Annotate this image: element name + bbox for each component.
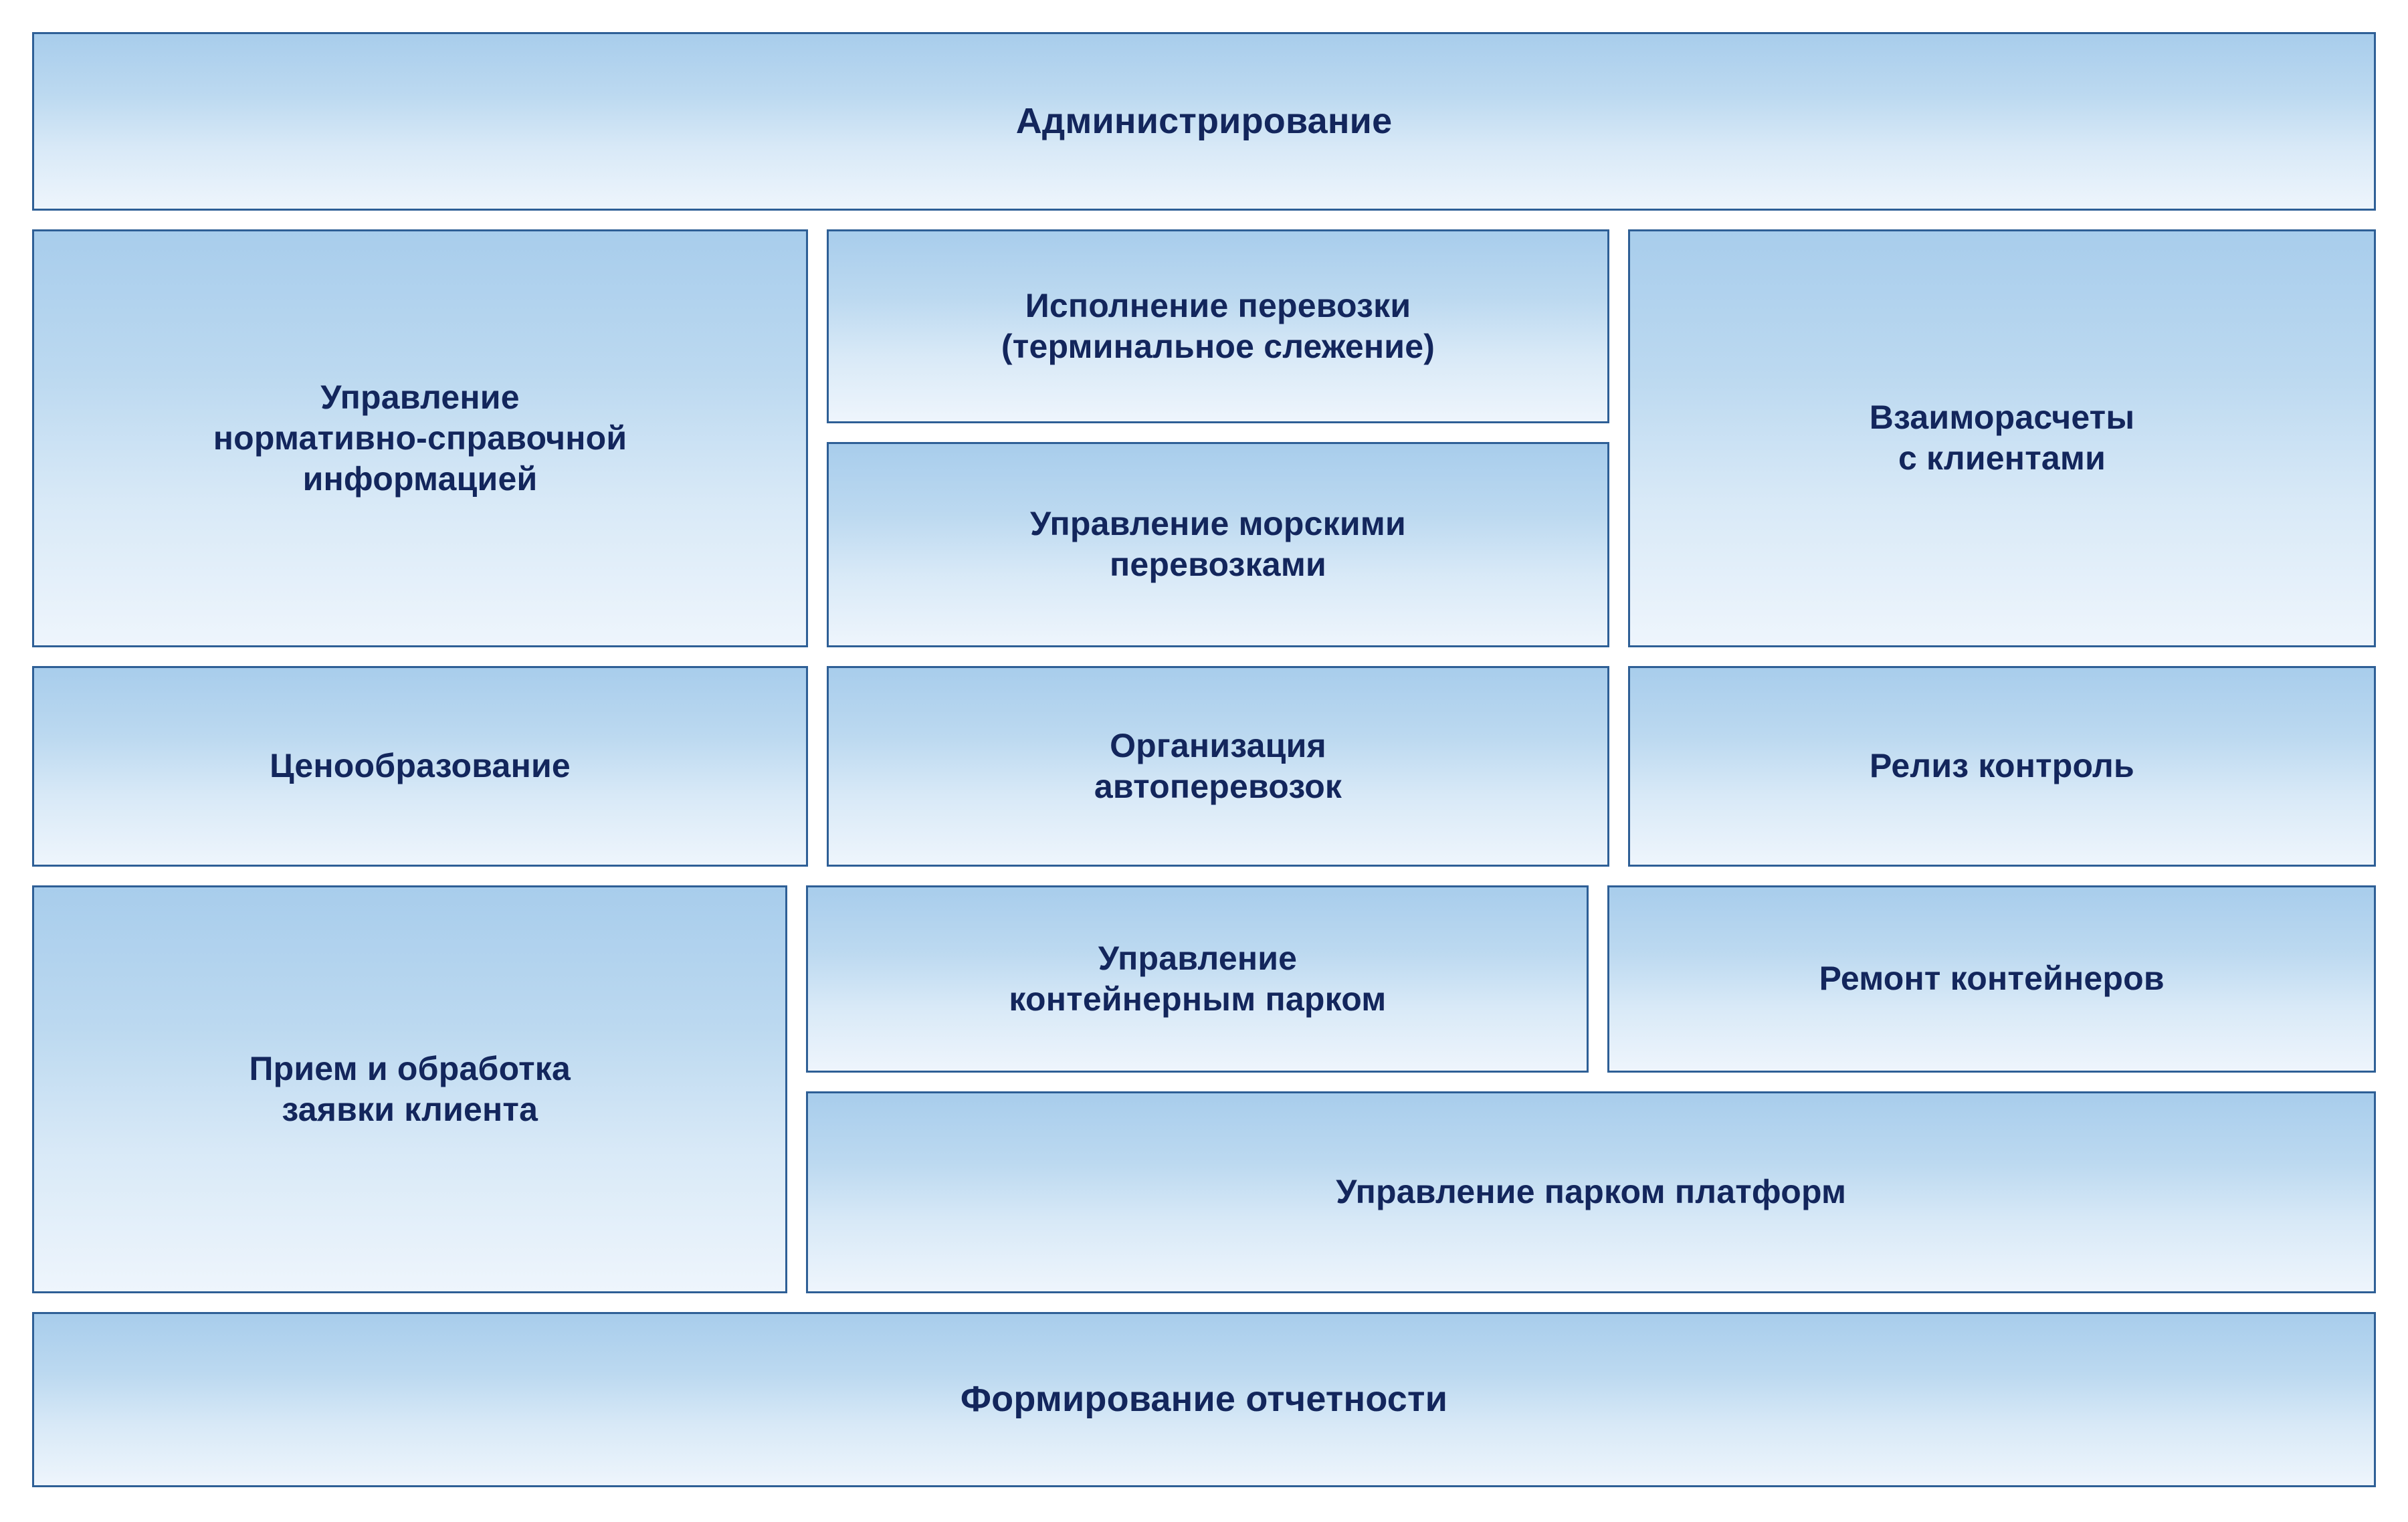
block-pricing: Ценообразование xyxy=(32,666,808,867)
block-sea-transportation-management: Управление морскими перевозками xyxy=(827,442,1609,647)
block-platform-fleet-management: Управление парком платформ xyxy=(806,1091,2376,1293)
block-transportation-execution: Исполнение перевозки (терминальное слежение) xyxy=(827,229,1609,423)
block-client-settlements: Взаиморасчеты с клиентами xyxy=(1628,229,2376,647)
block-reporting: Формирование отчетности xyxy=(32,1312,2376,1487)
diagram-row-2 xyxy=(32,666,2376,867)
diagram-row-1 xyxy=(32,229,2376,647)
diagram-column-right-2 xyxy=(1628,666,2376,867)
block-client-request-processing: Прием и обработка заявки клиента xyxy=(32,885,787,1293)
diagram-column-left-2 xyxy=(32,666,808,867)
diagram-column-left-1 xyxy=(32,229,808,647)
block-reference-data-management: Управление нормативно-справочной информацией xyxy=(32,229,808,647)
block-container-repair: Ремонт контейнеров xyxy=(1607,885,2376,1073)
block-road-transport-organization: Организация автоперевозок xyxy=(827,666,1609,867)
block-container-fleet-management: Управление контейнерным парком xyxy=(806,885,1589,1073)
block-release-control: Релиз контроль xyxy=(1628,666,2376,867)
diagram-column-right-1 xyxy=(1628,229,2376,647)
diagram-column-middle-1 xyxy=(827,229,1609,647)
diagram-subrow-3 xyxy=(806,885,2376,1073)
diagram-column-left-3 xyxy=(32,885,787,1293)
diagram-row-3 xyxy=(32,885,2376,1293)
diagram-column-right-group-3 xyxy=(806,885,2376,1293)
diagram-column-middle-2 xyxy=(827,666,1609,867)
block-administration: Администрирование xyxy=(32,32,2376,211)
